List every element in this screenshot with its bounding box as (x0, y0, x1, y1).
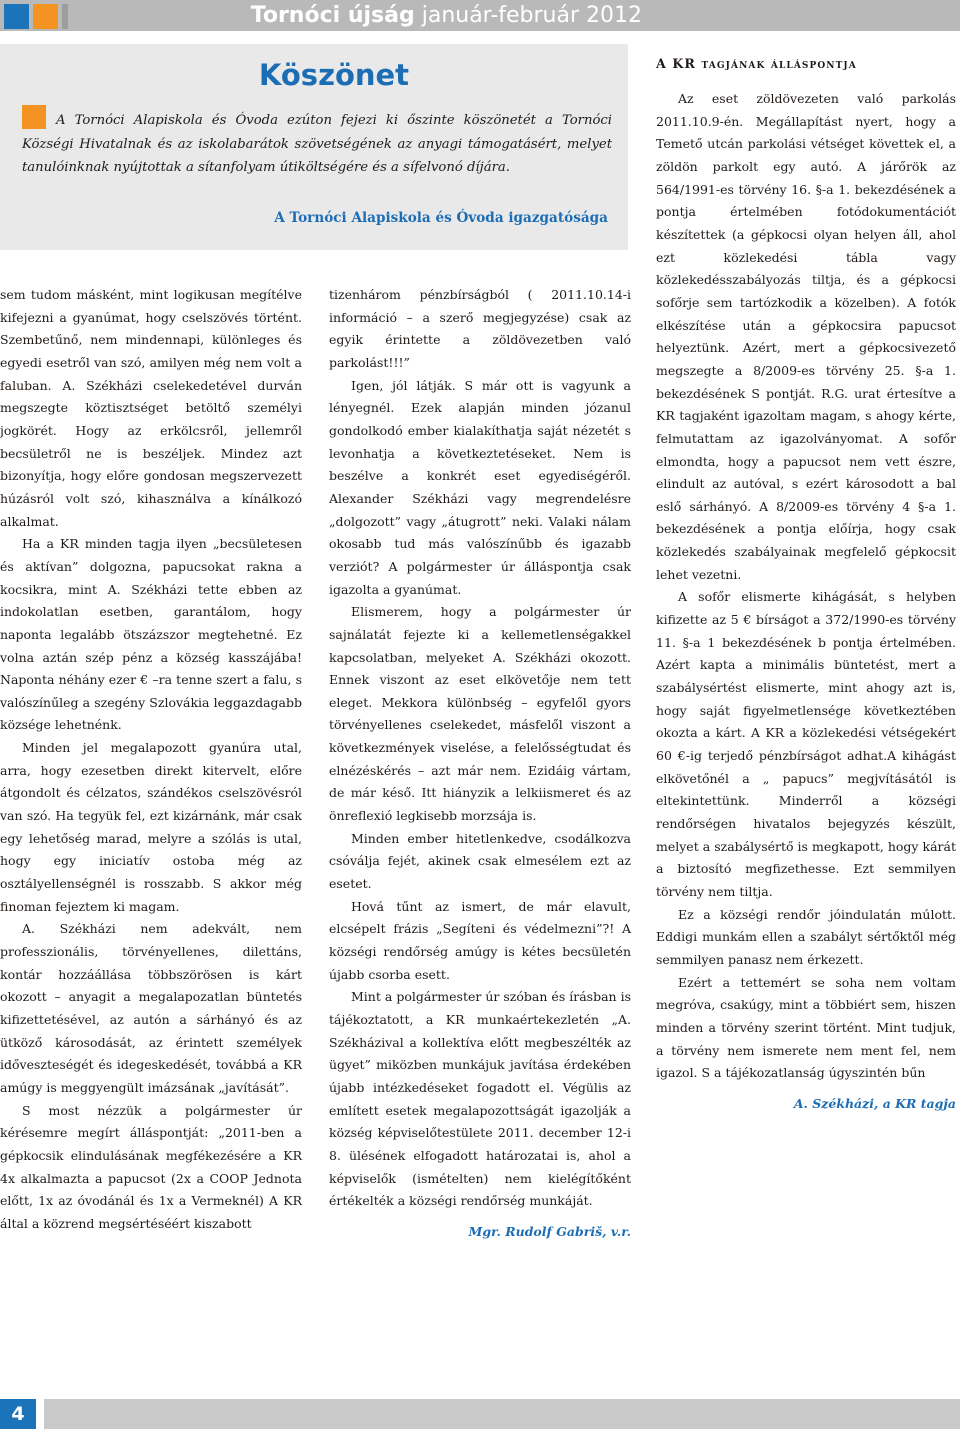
paragraph: Ezért a tettemért se soha nem voltam megróva, csakúgy, mint a többiért sem, hiszen minden a törvény szerint történt. Mint tudjuk, a törvény nem ismerete nem ment fel, nem igazol. S a tájékozatlanság úgyszintén bűn (656, 974, 956, 1081)
section-heading: A KR tagjának álláspontja (656, 56, 857, 71)
paragraph: Elismerem, hogy a polgármester úr sajnálatát fejezte ki a kellemetlenségakkel kapcsolatban, melyeket A. Székházi okozott. Ennek viszont az eset elkövetője nem tett eleget. Mekkora különbség – egyfelől gyors törvényellenes cselekedet, másfelől viszont a következmények viselése, a felelősségtudat és elnézéskérés – azt már nem. Ezidáig vártam, de már késő. Itt hiányzik a lelkiismeret és az önreflexió legkisebb morzsája is. (329, 604, 631, 824)
orange-square-decoration (33, 4, 58, 29)
author-signature: Mgr. Rudolf Gabriš, v.r. (468, 1223, 631, 1239)
thanks-signature: A Tornóci Alapiskola és Óvoda igazgatósága (274, 210, 608, 226)
publication-name: Tornóci újság (250, 3, 415, 28)
article-column-1 (0, 284, 302, 1236)
paragraph: Az eset zöldövezeten való parkolás 2011.10.9-én. Megállapítást nyert, hogy a Temető utcán parkolási vétséget követtek el, a zöldön parkolt egy autó. A járőrök az 564/1991-es törvény 16. §-a 1. bekezdésének a pontja értelmében fotódokumentációt készítettek (a gépkocsi olyan helyen áll, ahol ezt közlekedési tábla vagy közlekedésszabályozás tiltja, és a gépkocsi sofőrje sem tartózkodik a közelben). A fotók elkészítése után a gépkocsira papucsot helyeztünk. Azért, mert a gépkocsivezető megszegte a 8/2009-es törvény 25. §-a 1. bekezdésének S pontját. R.G. urat értesítve a KR tagjaként igazoltam magam, s ahogy kérte, felmutattam az igazolványomat. A sofőr elmondta, hogy a papucsot nem vett észre, elindult az autóval, s ezért károsodott a bal eslő sárhányó. A 8/2009-es törvény 4 §-a 1. bekezdésének a pontja előírja, hogy csak közlekedés szabályainak megfelelő gépkocsit lehet vezetni. (656, 91, 956, 582)
footer-bar (44, 1399, 960, 1429)
paragraph: Ez a községi rendőr jóindulatán múlott. Eddigi munkám ellen a szabályt sértőktől még semmilyen panasz nem érkezett. (656, 906, 956, 967)
paragraph: A sofőr elismerte kihágását, s helyben kifizette az 5 € bírságot a 372/1990-es törvény 11. §-a 1 bekezdésének b pontja értelmében. Azért kapta a minimális büntetést, mert a szabálysértést elismerte, mint ahogy azt is, hogy saját figyelmetlensége következtében okozta a kárt. A KR a közlekedési vétségekért 60 €-ig terjedő pénzbírságot adhat.A kihágást elkövetőnél a „ papucs” megjvításától is eltekintettünk. Minderről a községi rendőrségen hivatalos bejegyzés készült, melyet a szabálysértő is megkapott, hogy kárát a biztosító megfizethesse. Ezt semmilyen törvény nem tiltja. (656, 589, 956, 899)
publication-title (251, 0, 642, 31)
paragraph: Ha a KR minden tagja ilyen „becsületesen és aktívan” dolgozna, papucsokat rakna a kocsikra, mint A. Székházi tette ebben az indokolatlan esetben, garantálom, hogy naponta legalább ötszázszor megtehetné. Ez volna aztán szép pénz a község kasszájába! Naponta néhány ezer € –ra tenne szert a falu, s valószínűleg a szegény Szlovákia leggazdagabb községe lehetnénk. (0, 536, 302, 733)
paragraph: A. Székházi nem adekvált, nem professzionális, törvényellenes, dilettáns, kontár hozzáállása többszörösen is kárt okozott – anyagit a megalapozatlan büntetés kifizettetésével, az autón a sárhányó és az ütköző károsodását, az érintett személyek időveszteségét és idegeskedését, továbbá a KR amúgy is meggyengült imázsának „javítását”. (0, 921, 302, 1095)
blue-square-decoration (4, 4, 29, 29)
page-number: 4 (0, 1399, 36, 1429)
article-column-2 (329, 284, 631, 1244)
paragraph: Minden jel megalapozott gyanúra utal, arra, hogy ezesetben direkt kitervelt, előre átgondolt és célzatos, szándékos cselszövésról van szó. Ha tegyük fel, ezt kizárnánk, már csak egy lehetőség marad, melyre a szólás is utal, hogy egy iniciatív ostoba még az osztályellenségnél is rosszabb. S akkor még finoman fejeztem ki magam. (0, 740, 302, 914)
paragraph: sem tudom másként, mint logikusan megítélve kifejezni a gyanúmat, hogy cselszövés történt. Szembetűnő, nem mindennapi, különleges és egyedi esetről van szó, amilyen még nem volt a faluban. A. Székházi cselekedetével durván megszegte köztisztséget betöltő személyi jogkörét. Hogy az erkölcsről, jellemről becsületről ne is beszéljek. Mindez azt bizonyítja, hogy előre gondosan megszervezett húzásról volt szó, kihasználva a kínálkozó alkalmat. (0, 287, 302, 529)
grey-bar-decoration (62, 4, 68, 29)
paragraph: Igen, jól látják. S már ott is vagyunk a lényegnél. Ezek alapján minden józanul gondolkodó ember kialakíthatja saját nézetét s levonhatja a következtetéseket. Nem is beszélve a konkrét eset egyediségéről. Alexander Székházi vagy megrendelésre „dolgozott” vagy „átugrott” neki. Valaki nálam okosabb tud más valószínűbb és igazabb verziót? A polgármester úr álláspontja csak igazolta a gyanúmat. (329, 377, 631, 597)
page-header-bar (0, 0, 960, 31)
issue-date: január-február 2012 (421, 3, 642, 28)
thanks-title: Köszönet (258, 58, 410, 92)
paragraph: Hová tűnt az ismert, de már elavult, elcsépelt frázis „Segíteni és védelmezni”?! A községi rendőrség amúgy is kétes becsületén újabb csorba esett. (329, 898, 631, 982)
thanks-body: A Tornóci Alapiskola és Óvoda ezúton fejezi ki őszinte köszönetét a Tornóci Községi Hivatalnak és az iskolabarátok szövetségének az anyagi támogatásért, melyet tanulóinknak nyújtottak a sítanfolyam útiköltségére és a sífelvonó díjára. (22, 113, 612, 175)
paragraph: Minden ember hitetlenkedve, csodálkozva csóválja fejét, akinek csak elmesélem ezt az esetet. (329, 830, 631, 892)
paragraph: Mint a polgármester úr szóban és írásban is tájékoztatott, a KR munkaértekezletén „A. Székházival a kollektíva előtt megbeszélték az ügyet” miközben munkájuk javítása érdekében újabb intézkedéseket fogadott el. Végülis az említett esetek megalapozottságát igazolják a község képviselőtestülete 2011. december 12-i 8. ülésének elfogadott határozatai is, ahol a képviselők (ismételten) nem kielégítőként értékelték a községi rendőrség munkáját. (329, 989, 631, 1209)
article-column-3 (656, 56, 956, 1116)
author-signature: A. Székházi, a KR tagja (793, 1095, 956, 1111)
paragraph: S most nézzük a polgármester úr kérésemre megírt álláspontját: „2011-ben a gépkocsik elindulásának megfékezésére a KR 4x alkalmazta a papucsot (2x a COOP Jednota előtt, 1x az óvodánál és 1x a Vermeknél) A KR által a közrend megsértéséért kiszabott (0, 1102, 302, 1231)
paragraph: tizenhárom pénzbírságból ( 2011.10.14-i információ – a szerő megjegyzése) csak az egyik érintette a zöldövezetben való parkolást!!!” (329, 287, 631, 370)
